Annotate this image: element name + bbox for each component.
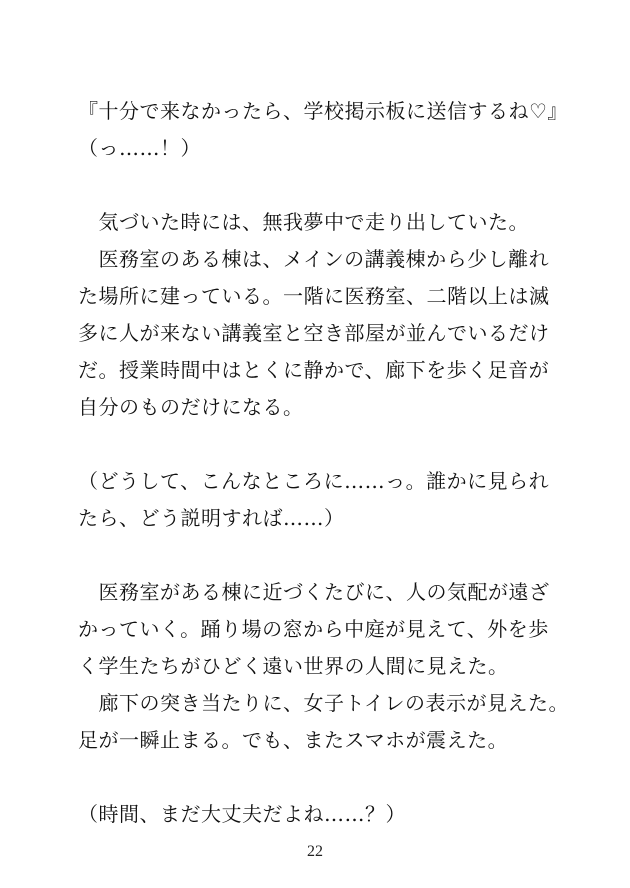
text-line: 『十分で来なかったら、学校掲示板に送信するね♡』 (78, 99, 568, 123)
body-text (78, 93, 578, 833)
text-line: 自分のものだけになる。 (78, 395, 304, 419)
text-line: 多に人が来ない講義室と空き部屋が並んでいるだけ (78, 321, 550, 345)
text-line: だ。授業時間中はとくに静かで、廊下を歩く足音が (78, 358, 550, 382)
blank-line (78, 167, 578, 204)
text-line: 廊下の突き当たりに、女子トイレの表示が見えた。 (78, 691, 569, 715)
text-line: 医務室のある棟は、メインの講義棟から少し離れ (78, 247, 550, 271)
blank-line (78, 426, 578, 463)
blank-line (78, 537, 578, 574)
text-line: 医務室がある棟に近づくたびに、人の気配が遠ざ (78, 580, 550, 604)
blank-line (78, 759, 578, 796)
text-line: た場所に建っている。一階に医務室、二階以上は滅 (78, 284, 550, 308)
text-line: （時間、まだ大丈夫だよね……？） (78, 802, 406, 826)
text-line: く学生たちがひどく遠い世界の人間に見えた。 (78, 654, 509, 678)
text-line: 気づいた時には、無我夢中で走り出していた。 (78, 210, 529, 234)
text-line: たら、どう説明すれば……） (78, 506, 345, 530)
text-line: かっていく。踊り場の窓から中庭が見えて、外を歩 (78, 617, 549, 641)
text-line: （どうして、こんなところに……っ。誰かに見られ (78, 469, 550, 493)
page-number: 22 (307, 843, 323, 860)
text-line: 足が一瞬止まる。でも、またスマホが震えた。 (78, 728, 509, 752)
text-line: （っ……！） (78, 136, 201, 160)
